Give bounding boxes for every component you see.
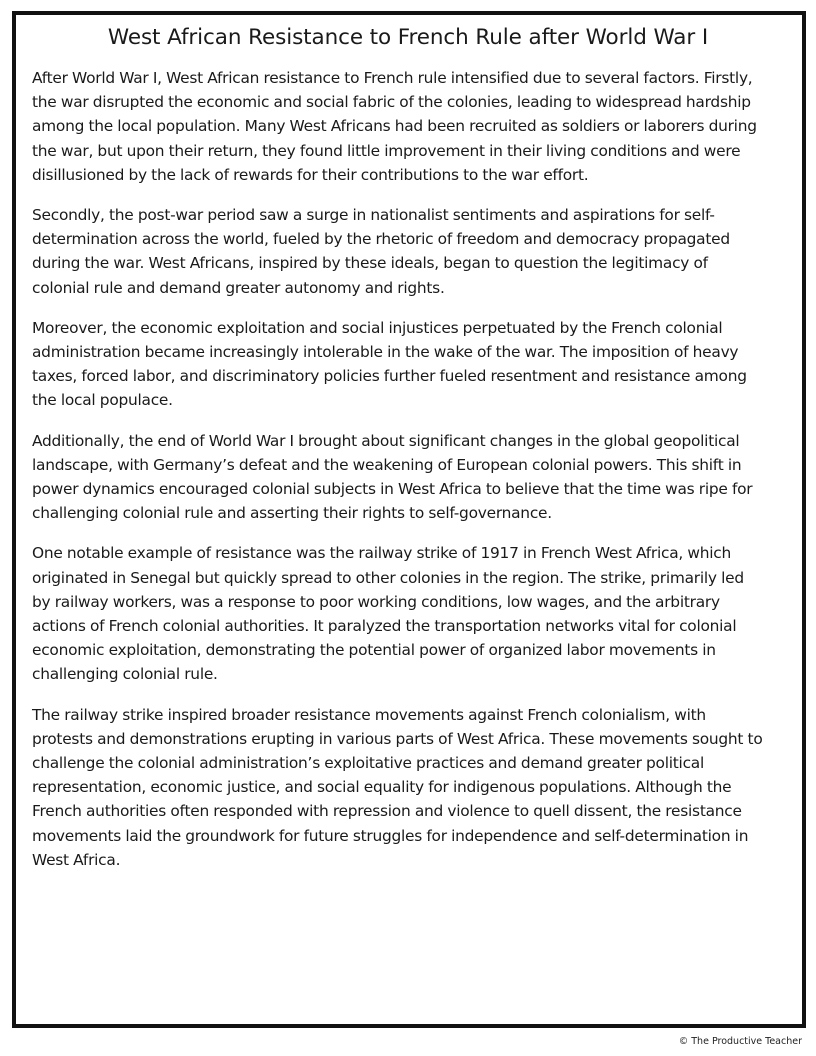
paragraph-6: The railway strike inspired broader resistance movements against French colonialism, with protests and demonstrations erupting in various parts of West Africa. These movements sought to challenge the colonial administration’s exploitative practices and demand greater political representation, economic justice, and social equality for indigenous populations. Although the French authorities often responded with repression and violence to quell dissent, the resistance movements laid the groundwork for future struggles for independence and self-determination in West Africa. (32, 705, 763, 869)
paragraph-1: After World War I, West African resistance to French rule intensified due to several factors. Firstly, the war disrupted the economic and social fabric of the colonies, leading to widespread hardship among the local population. Many West Africans had been recruited as soldiers or laborers during the war, but upon their return, they found little improvement in their living conditions and were disillusioned by the lack of rewards for their contributions to the war effort. (32, 69, 757, 184)
document-body (32, 66, 764, 888)
paragraph-2: Secondly, the post-war period saw a surge in nationalist sentiments and aspirations for self-determination across the world, fueled by the rhetoric of freedom and democracy propagated during the war. West Africans, inspired by these ideals, began to question the legitimacy of colonial rule and demand greater autonomy and rights. (32, 206, 730, 297)
page-title: West African Resistance to French Rule after World War I (107, 25, 709, 50)
copyright-notice: © The Productive Teacher (678, 1036, 802, 1047)
paragraph-3: Moreover, the economic exploitation and social injustices perpetuated by the French colonial administration became increasingly intolerable in the wake of the war. The imposition of heavy taxes, forced labor, and discriminatory policies further fueled resentment and resistance among the local populace. (32, 318, 747, 410)
paragraph-5: One notable example of resistance was the railway strike of 1917 in French West Africa, which originated in Senegal but quickly spread to other colonies in the region. The strike, primarily led by railway workers, was a response to poor working conditions, low wages, and the arbitrary actions of French colonial authorities. It paralyzed the transportation networks vital for colonial economic exploitation, demonstrating the potential power of organized labor movements in challenging colonial rule. (32, 544, 744, 684)
paragraph-4: Additionally, the end of World War I brought about significant changes in the global geopolitical landscape, with Germany’s defeat and the weakening of European colonial powers. This shift in power dynamics encouraged colonial subjects in West Africa to believe that the time was ripe for challenging colonial rule and asserting their rights to self-governance. (32, 431, 753, 523)
